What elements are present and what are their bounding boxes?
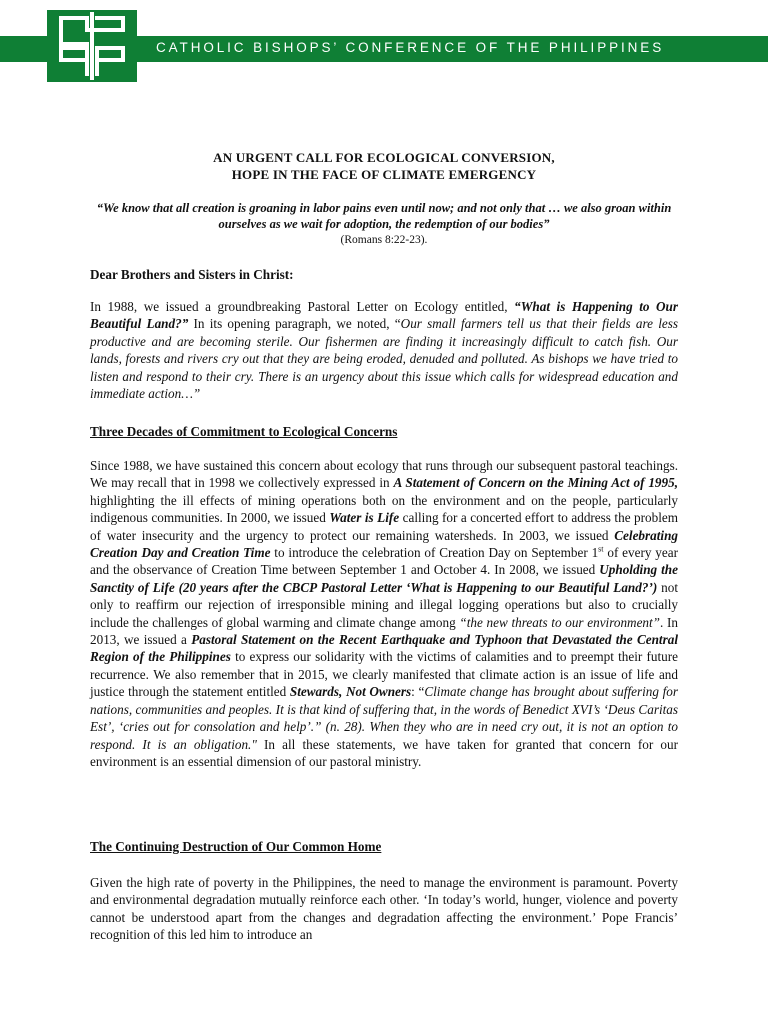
title-line-1: AN URGENT CALL FOR ECOLOGICAL CONVERSION, [213, 150, 555, 165]
s1-quote-threats: “the new threats to our environment” [459, 614, 661, 630]
s1-doc-earthquake: Pastoral Statement on the Recent Earthquake and Typhoon that Devastated the Central Region of the Philippines [90, 632, 678, 665]
intro-quote: Our small farmers tell us that their fields are less productive and are becoming sterile. Our fishermen are finding it increasingly difficult to catch fish. Our lands, forests and rivers cry out that they are being eroded, denuded and polluted. As bishops we have tried to listen and respond to their cry. There is an urgency about this issue which calls for widespread education and immediate action…” [90, 316, 679, 402]
s1-text-3: calling for a concerted effort to address the problem of water insecurity and the urgency to protect our remaining watersheds. In 2003, we issued [90, 510, 679, 543]
intro-text-2: In its opening paragraph, we noted, “ [188, 316, 401, 332]
s1-text-4: to introduce the celebration of Creation Day on September 1 [270, 545, 599, 561]
s1-doc-mining: A Statement of Concern on the Mining Act of 1995, [393, 475, 678, 491]
s1-quote-climate: Climate change has brought about suffering for nations, communities and peoples. It is that kind of suffering that, in the words of Benedict XVI’s ‘Deus Caritas Est’, ‘cries out for consolation and help’.” (n. 28). When they who are in need cry out, it is not an option to respond. It is an obligation." [90, 684, 678, 752]
intro-text-1: In 1988, we issued a groundbreaking Pastoral Letter on Ecology entitled, [90, 299, 515, 314]
s1-doc-stewards: Stewards, Not Owners [289, 684, 412, 700]
section-heading-destruction: The Continuing Destruction of Our Common Home [90, 839, 382, 854]
section2-paragraph: Given the high rate of poverty in the Philippines, the need to manage the environment is paramount. Poverty and environmental degradation mutually reinforce each other. ‘In today’s world, hunger, violence and poverty cannot be understood apart from the changes and degradation affecting the environment.’ Pope Francis’ recognition of this led him to introduce an [90, 875, 678, 943]
intro-paragraph [90, 298, 678, 402]
epigraph-quote: “We know that all creation is groaning in labor pains even until now; and not only that … we also groan within ourselves as we wait for adoption, the redemption of our bodies” [96, 201, 672, 231]
s1-text-7: . In 2013, we issued a [90, 614, 678, 648]
s1-doc-sanctity: Upholding the Sanctity of Life (20 years after the CBCP Pastoral Letter ‘What is Happening to our Beautiful Land?’) [90, 562, 678, 595]
salutation: Dear Brothers and Sisters in Christ: [90, 267, 294, 282]
s1-doc-water: Water is Life [329, 510, 400, 526]
org-name: CATHOLIC BISHOPS’ CONFERENCE OF THE PHILIPPINES [156, 40, 665, 55]
section-heading-commitment: Three Decades of Commitment to Ecological Concerns [90, 424, 398, 439]
section1-paragraph [90, 457, 678, 770]
title-line-2: HOPE IN THE FACE OF CLIMATE EMERGENCY [231, 167, 537, 182]
document-title [90, 149, 678, 183]
s1-text-2: highlighting the ill effects of mining operations both on the environment and on the people, particularly indigenous communities. In 2000, we issued [90, 492, 678, 526]
cbcp-logo-icon [47, 10, 137, 82]
s1-text-6: not only to reaffirm our rejection of irresponsible mining and illegal logging operations but also to crucially include the challenges of global warming and climate change among [90, 579, 678, 630]
s1-text-8: to express our solidarity with the victims of calamities and to preempt their future recurrence. We also remember that in 2015, we clearly manifested that climate action is an issue of life and justice through the statement entitled [90, 649, 678, 700]
s1-superscript: st [598, 544, 604, 554]
epigraph-reference: (Romans 8:22-23). [340, 234, 428, 246]
s1-text-9: : “ [411, 684, 425, 700]
epigraph [90, 200, 678, 248]
logo-mark [47, 10, 137, 82]
intro-letter-title: “What is Happening to Our Beautiful Land?” [90, 299, 678, 332]
s1-text-1: Since 1988, we have sustained this concern about ecology that runs through our subsequent pastoral teachings. We may recall that in 1998 we collectively expressed in [90, 458, 678, 491]
s1-text-10: In all these statements, we have taken for granted that concern for our environment is an essential dimension of our pastoral ministry. [90, 736, 678, 769]
s1-text-5: of every year and the observance of Creation Time between September 1 and October 4. In 2008, we issued [90, 545, 678, 578]
s1-doc-creation: Celebrating Creation Day and Creation Time [90, 527, 678, 561]
